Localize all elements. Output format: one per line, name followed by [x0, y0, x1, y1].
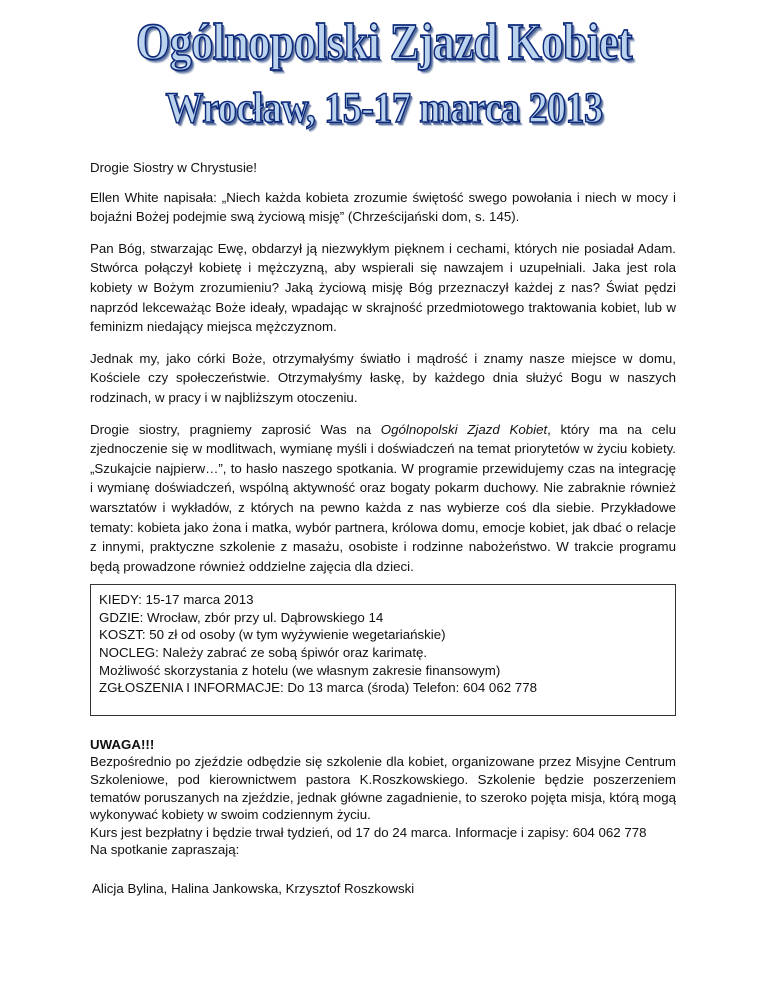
letter-body	[90, 158, 676, 898]
paragraph-invitation	[90, 420, 676, 577]
paragraph-daughters: Jednak my, jako córki Boże, otrzymałyśmy światło i mądrość i znamy nasze miejsce w domu, Kościele czy społeczeństwie. Otrzymałyśmy łaskę, by każdego dnia służyć Bogu w naszych rodzinach, w pracy i w najbliższym otoczeniu.	[90, 350, 676, 405]
signatories: Alicja Bylina, Halina Jankowska, Krzysztof Roszkowski	[92, 881, 415, 896]
invitation-text-start: Drogie siostry, pragniemy zaprosić Was na	[90, 421, 381, 437]
event-title: Ogólnopolski Zjazd Kobiet	[135, 12, 633, 71]
info-cost: KOSZT: 50 zł od osoby (w tym wyżywienie wegetariańskie)	[99, 627, 446, 643]
notice-invite: Na spotkanie zapraszają:	[90, 842, 240, 858]
event-subtitle: Wrocław, 15-17 marca 2013	[165, 84, 603, 133]
paragraph-quote: Ellen White napisała: „Niech każda kobieta zrozumie świętość swego powołania i niech w mocy i bojaźni Bożej podejmie swą życiową misję” (Chrześcijański dom, s. 145).	[90, 189, 676, 225]
notice-title: UWAGA!!!	[90, 736, 155, 752]
event-info-box	[90, 584, 676, 716]
info-lodging: NOCLEG: Należy zabrać ze sobą śpiwór oraz karimatę.	[99, 645, 428, 661]
info-hotel: Możliwość skorzystania z hotelu (we własnym zakresie finansowym)	[99, 662, 501, 678]
greeting: Drogie Siostry w Chrystusie!	[90, 160, 257, 175]
invitation-text-rest: , który ma na celu zjednoczenie się w modlitwach, wymianę myśli i doświadczeń na temat priorytetów w życiu kobiety. „Szukajcie najpierw…”, to hasło naszego spotkania. W programie przewidujemy czas na integrację i wymianę doświadczeń, wspólną aktywność oraz bogaty pokarm duchowy. Nie zabraknie również warsztatów i wykładów, z których na pewno każda z nas wybierze coś dla siebie. Przykładowe tematy: kobieta jako żona i matka, wybór partnera, królowa domu, emocje kobiet, jak dbać o relacje z innymi, praktyczne szkolenie z masażu, osobiste i rodzinne nabożeństwo. W trakcie programu będą prowadzone również oddzielne zajęcia dla dzieci.	[90, 421, 676, 574]
notice-section	[90, 736, 676, 898]
info-registration: ZGŁOSZENIA I INFORMACJE: Do 13 marca (środa) Telefon: 604 062 778	[99, 680, 537, 696]
info-where: GDZIE: Wrocław, zbór przy ul. Dąbrowskiego 14	[99, 609, 384, 625]
notice-training: Bezpośrednio po zjeździe odbędzie się szkolenie dla kobiet, organizowane przez Misyjne Centrum Szkoleniowe, pod kierownictwem pastora K.Roszkowskiego. Szkolenie będzie poszerzeniem tematów poruszanych na zjeździe, jednak główne zagadnienie, to szeroko pojęta misja, którą mogą wykonywać kobiety w swoim codziennym życiu.	[90, 754, 676, 823]
info-when: KIEDY: 15-17 marca 2013	[99, 592, 254, 608]
paragraph-creation: Pan Bóg, stwarzając Ewę, obdarzył ją niezwykłym pięknem i cechami, których nie posiadał Adam. Stwórca połączył kobietę i mężczyzną, aby wspierali się nawzajem i uzupełniali. Jaka jest rola kobiety w Bożym zrozumieniu? Jaką życiową misję Bóg przeznaczył każdej z nas? Świat pędzi naprzód lekceważąc Boże ideały, wpadając w skrajność przedmiotowego traktowania kobiet, lub w feminizm niedający miejsca mężczyznom.	[90, 240, 676, 335]
invitation-event-name: Ogólnopolski Zjazd Kobiet	[380, 421, 548, 437]
notice-course: Kurs jest bezpłatny i będzie trwał tydzień, od 17 do 24 marca. Informacje i zapisy: 604 062 778	[90, 824, 647, 840]
